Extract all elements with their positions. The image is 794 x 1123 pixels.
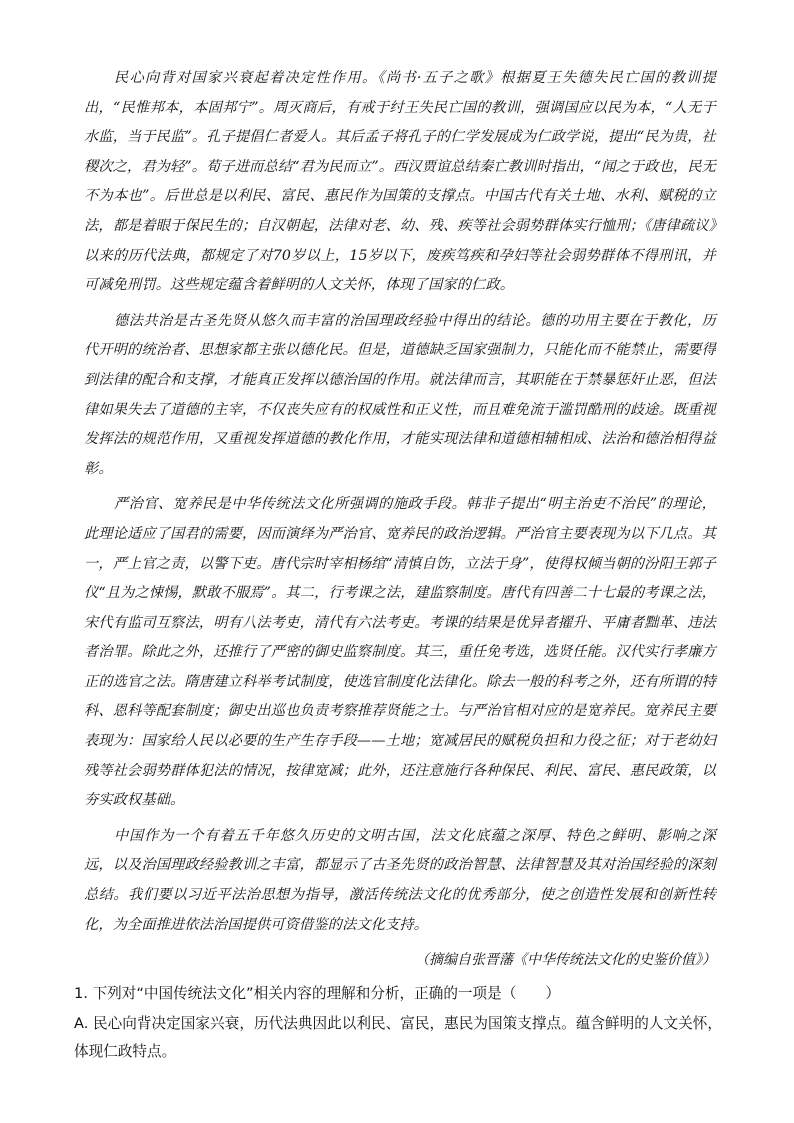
- question-stem: 1. 下列对“中国传统法文化”相关内容的理解和分析，正确的一项是（ ）: [74, 985, 561, 1003]
- passage-paragraph-4: 中国作为一个有着五千年悠久历史的文明古国，法文化底蕴之深厚、特色之鲜明、影响之深远，以及治国理政经验教训之丰富，都显示了古圣先贤的政治智慧、法律智慧及其对治国经验的深刻总结。我们要以习近平法治思想为指导，激活传统法文化的优秀部分，使之创造性发展和创新性转化，为全面推进依法治国提供可资借鉴的法文化支持。: [84, 827, 716, 933]
- passage-source: （摘编自张晋藩《中华传统法文化的史鉴价值》）: [415, 952, 716, 969]
- passage-paragraph-1: 民心向背对国家兴衰起着决定性作用。《尚书·五子之歌》根据夏王失德失民亡国的教训提出，“民惟邦本，本固邦宁”。周灭商后，有戒于纣王失民亡国的教训，强调国应以民为本，“人无于水监，当于民监”。孔子提倡仁者爱人。其后孟子将孔子的仁学发展成为仁政学说，提出“民为贵，社稷次之，君为轻”。荀子进而总结“君为民而立”。西汉贾谊总结秦亡教训时指出，“闻之于政也，民无不为本也”。后世总是以利民、富民、惠民作为国策的支撑点。中国古代有关土地、水利、赋税的立法，都是着眼于保民生的；自汉朝起，法律对老、幼、残、疾等社会弱势群体实行恤刑；《唐律疏议》以来的历代法典，都规定了对70岁以上，15岁以下，废疾笃疾和孕妇等社会弱势群体不得刑讯，并可减免刑罚。这些规定蕴含着鲜明的人文关怀，体现了国家的仁政。: [84, 70, 716, 294]
- passage-paragraph-3: 严治官、宽养民是中华传统法文化所强调的施政手段。韩非子提出“明主治吏不治民”的理论，此理论适应了国君的需要，因而演绎为严治官、宽养民的政治逻辑。严治官主要表现为以下几点。其一，严上官之责，以警下吏。唐代宗时宰相杨绾“清慎自饬，立法于身”，使得权倾当朝的汾阳王郭子仪“且为之悚惕，默敢不服焉”。其二，行考课之法，建监察制度。唐代有四善二十七最的考课之法，宋代有监司互察法，明有八法考吏，清代有六法考吏。考课的结果是优异者擢升、平庸者黜革、违法者治罪。除此之外，还推行了严密的御史监察制度。其三，重任免考选，选贤任能。汉代实行孝廉方正的选官之法。隋唐建立科举考试制度，使选官制度化法律化。除去一般的科考之外，还有所谓的特科、恩科等配套制度；御史出巡也负责考察推荐贤能之士。与严治官相对应的是宽养民。宽养民主要表现为：国家给人民以必要的生产生存手段——土地；宽减居民的赋税负担和力役之征；对于老幼妇残等社会弱势群体犯法的情况，按律宽减；此外，还注意施行各种保民、利民、富民、惠民政策，以夯实政权基础。: [84, 496, 716, 809]
- reading-passage: [74, 64, 722, 1066]
- option-a: A. 民心向背决定国家兴衰，历代法典因此以利民、富民，惠民为国策支撑点。蕴含鲜明的人文关怀，体现仁政特点。: [74, 1015, 722, 1061]
- passage-paragraph-2: 德法共治是古圣先贤从悠久而丰富的治国理政经验中得出的结论。德的功用主要在于教化，历代开明的统治者、思想家都主张以德化民。但是，道德缺乏国家强制力，只能化而不能禁止，需要得到法律的配合和支撑，才能真正发挥以德治国的作用。就法律而言，其职能在于禁暴惩奸止恶，但法律如果失去了道德的主宰，不仅丧失应有的权威性和正义性，而且难免流于滥罚酷刑的歧途。既重视发挥法的规范作用，又重视发挥道德的教化作用，才能实现法律和道德相辅相成、法治和德治相得益彰。: [84, 312, 716, 477]
